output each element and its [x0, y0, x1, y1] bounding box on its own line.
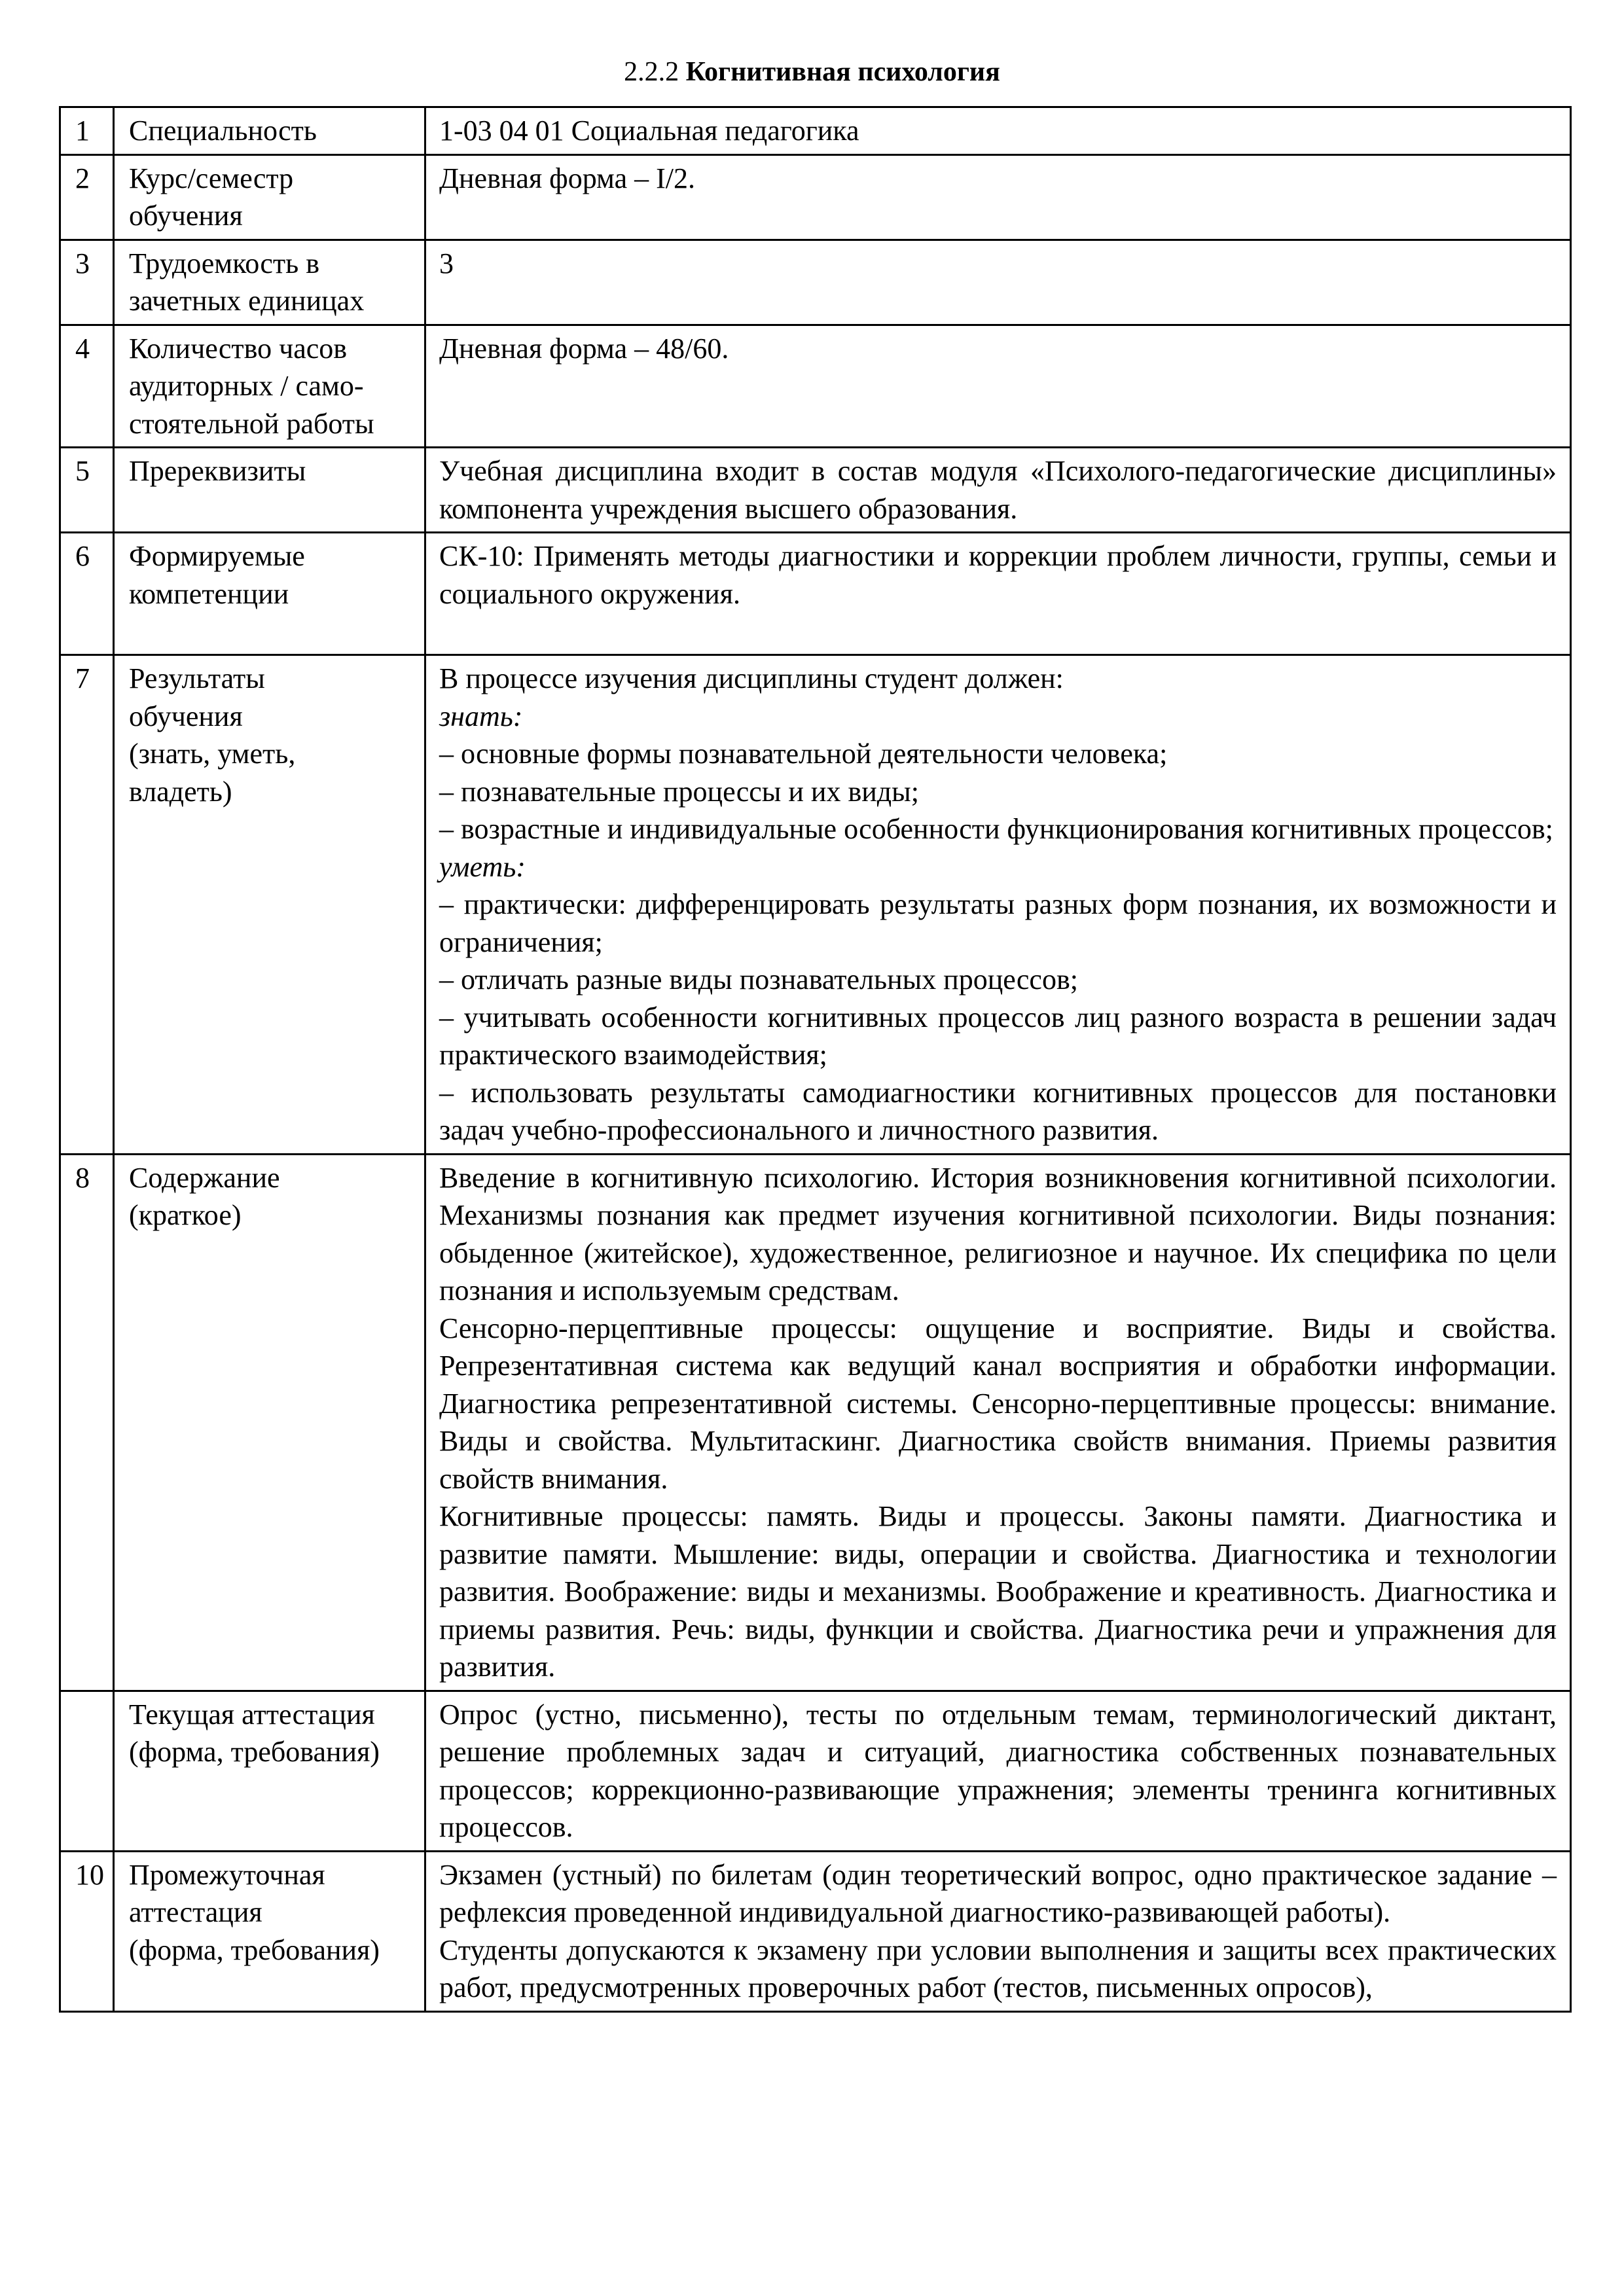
- row-number: 2: [60, 154, 114, 240]
- row-number: 10: [60, 1851, 114, 2011]
- section-title: [0, 55, 1624, 89]
- row-value: [425, 655, 1571, 1155]
- row-number: 1: [60, 107, 114, 155]
- table-row: [60, 448, 1571, 533]
- row-value: [425, 1851, 1571, 2011]
- content-paragraph: Введение в когнитивную психологию. История возникновения когнитивной психологии. Механизмы познания как предмет изучения когнитивной психологии. Виды познания: обыденное (житейское), художественное, религиозное и научное. Их специфика по цели познания и используемым средствам.: [439, 1161, 1557, 1306]
- row-label: Результаты обучения (знать, уметь, владеть): [114, 655, 425, 1155]
- row-number: 3: [60, 240, 114, 325]
- row-value: 1-03 04 01 Социальная педагогика: [425, 107, 1571, 155]
- section-name: Когнитивная психология: [685, 57, 1000, 87]
- row-value: Опрос (устно, письменно), тесты по отдельным темам, терминологический диктант, решение проблемных задач и ситуаций, диагностика собственных познавательных процессов; коррекционно-развивающие упражнения; элементы тренинга когнитивных процессов.: [425, 1691, 1571, 1851]
- table-row: [60, 1691, 1571, 1851]
- content-paragraph: Студенты допускаются к экзамену при условии выполнения и защиты всех практических работ, предусмотренных проверочных работ (тестов, письменных опросов),: [439, 1933, 1557, 2003]
- table-row: [60, 1154, 1571, 1691]
- table-row: [60, 325, 1571, 448]
- know-label: знать:: [439, 700, 523, 732]
- row-value: СК-10: Применять методы диагностики и коррекции проблем личности, группы, семьи и социального окружения.: [425, 533, 1571, 655]
- table-row: [60, 240, 1571, 325]
- row-label: Количество часов аудиторных / само- стоятельной работы: [114, 325, 425, 448]
- row-label: Курс/семестр обучения: [114, 154, 425, 240]
- row-label: Трудоемкость в зачетных единицах: [114, 240, 425, 325]
- table-row: [60, 655, 1571, 1155]
- table-row: [60, 107, 1571, 155]
- row-label: Специальность: [114, 107, 425, 155]
- row-value: Учебная дисциплина входит в состав модуля «Психолого-педагогические дисциплины» компонента учреждения высшего образования.: [425, 448, 1571, 533]
- row-value: Дневная форма – 48/60.: [425, 325, 1571, 448]
- table-row: [60, 154, 1571, 240]
- row-label: Текущая аттестация (форма, требования): [114, 1691, 425, 1851]
- row-label: Содержание (краткое): [114, 1154, 425, 1691]
- content-paragraph: Сенсорно-перцептивные процессы: ощущение и восприятие. Виды и свойства. Репрезентативная система как ведущий канал восприятия и обработки информации. Диагностика репрезентативной системы. Сенсорно-перцептивные процессы: внимание. Виды и свойства. Мультитаскинг. Диагностика свойств внимания. Приемы развития свойств внимания.: [439, 1312, 1557, 1495]
- list-item: – возрастные и индивидуальные особенности функционирования когнитивных процессов;: [439, 813, 1553, 845]
- content-paragraph: Экзамен (устный) по билетам (один теоретический вопрос, одно практическое задание – рефлексия проведенной индивидуальной диагностико-развивающей работы).: [439, 1858, 1557, 1928]
- course-table: [59, 106, 1572, 2013]
- list-item: – практически: дифференцировать результаты разных форм познания, их возможности и ограничения;: [439, 888, 1557, 958]
- list-item: – познавательные процессы и их виды;: [439, 775, 919, 808]
- can-label: уметь:: [439, 850, 526, 883]
- row-value: 3: [425, 240, 1571, 325]
- list-item: – основные формы познавательной деятельности человека;: [439, 738, 1168, 770]
- content-paragraph: Когнитивные процессы: память. Виды и процессы. Законы памяти. Диагностика и развитие памяти. Мышление: виды, операции и свойства. Диагностика и технологии развития. Воображение: виды и механизмы. Воображение и креативность. Диагностика и приемы развития. Речь: виды, функции и свойства. Диагностика речи и упражнения для развития.: [439, 1500, 1557, 1683]
- row-label: Пререквизиты: [114, 448, 425, 533]
- list-item: – учитывать особенности когнитивных процессов лиц разного возраста в решении задач практического взаимодействия;: [439, 1001, 1557, 1071]
- row-number: [60, 1691, 114, 1851]
- table-row: [60, 533, 1571, 655]
- list-item: – отличать разные виды познавательных процессов;: [439, 963, 1078, 996]
- section-number: 2.2.2: [624, 57, 679, 87]
- row-value: [425, 1154, 1571, 1691]
- row-label: Промежуточная аттестация (форма, требования): [114, 1851, 425, 2011]
- row-label: Формируемые компетенции: [114, 533, 425, 655]
- list-item: – использовать результаты самодиагностики когнитивных процессов для постановки задач учебно-профессионального и личностного развития.: [439, 1076, 1557, 1146]
- row-number: 7: [60, 655, 114, 1155]
- row-number: 5: [60, 448, 114, 533]
- row-number: 8: [60, 1154, 114, 1691]
- results-intro: В процессе изучения дисциплины студент должен:: [439, 662, 1064, 694]
- row-number: 6: [60, 533, 114, 655]
- row-number: 4: [60, 325, 114, 448]
- table-row: [60, 1851, 1571, 2011]
- row-value: Дневная форма – I/2.: [425, 154, 1571, 240]
